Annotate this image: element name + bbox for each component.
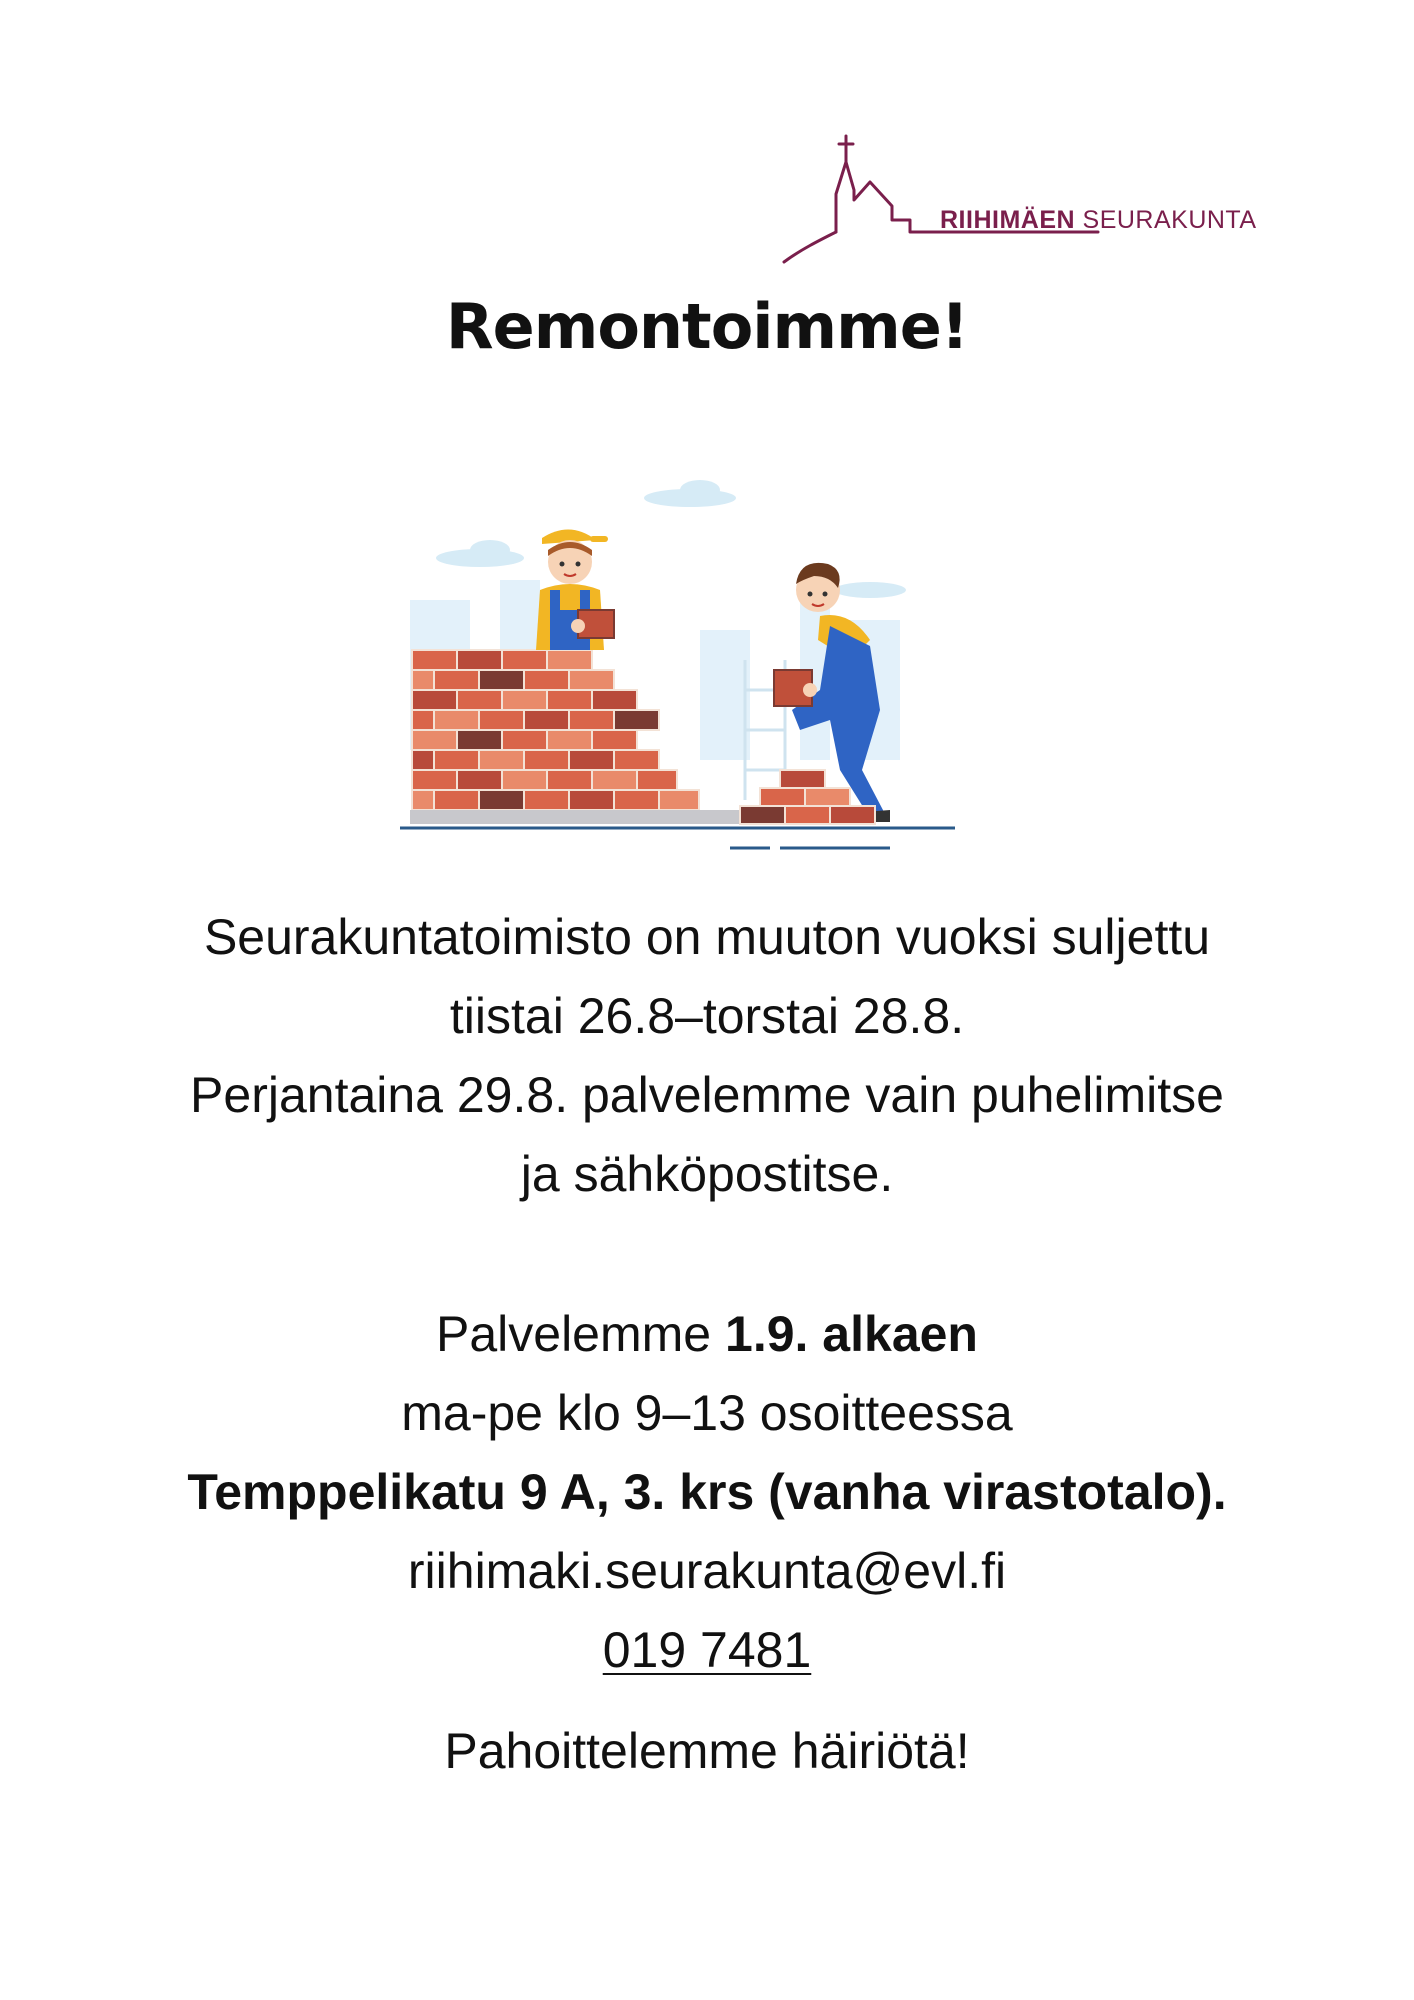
- church-logo: [780, 132, 1300, 266]
- church-silhouette-icon: [780, 132, 1300, 266]
- service-hours: ma-pe klo 9–13 osoitteessa: [401, 1385, 1013, 1441]
- notice-line-1: Seurakuntatoimisto on muuton vuoksi suljettu: [203, 909, 1211, 965]
- closure-notice: [0, 898, 1414, 1214]
- logo-name-bold: RIIHIMÄEN: [940, 206, 1076, 234]
- service-start-line: [0, 1295, 1414, 1374]
- notice-line-4: ja sähköpostitse.: [520, 1146, 894, 1202]
- service-email[interactable]: riihimaki.seurakunta@evl.fi: [407, 1543, 1007, 1599]
- notice-line-2: tiistai 26.8–torstai 28.8.: [449, 988, 965, 1044]
- service-phone-link[interactable]: 019 7481: [602, 1622, 812, 1678]
- bricklayers-illustration-icon: [400, 470, 970, 880]
- page-title: Remontoimme!: [445, 290, 969, 363]
- service-start-date: 1.9. alkaen: [725, 1306, 978, 1362]
- notice-line-3: Perjantaina 29.8. palvelemme vain puhelimitse: [190, 1067, 1224, 1123]
- logo-name-rest: SEURAKUNTA: [1082, 206, 1257, 234]
- service-prefix: Palvelemme: [436, 1306, 712, 1362]
- apology-line: Pahoittelemme häiriötä!: [444, 1723, 970, 1779]
- service-address: Temppelikatu 9 A, 3. krs (vanha virastotalo).: [187, 1464, 1227, 1520]
- apology-text: [0, 1712, 1414, 1791]
- service-info: [0, 1295, 1414, 1690]
- logo-wordmark: [940, 206, 1257, 235]
